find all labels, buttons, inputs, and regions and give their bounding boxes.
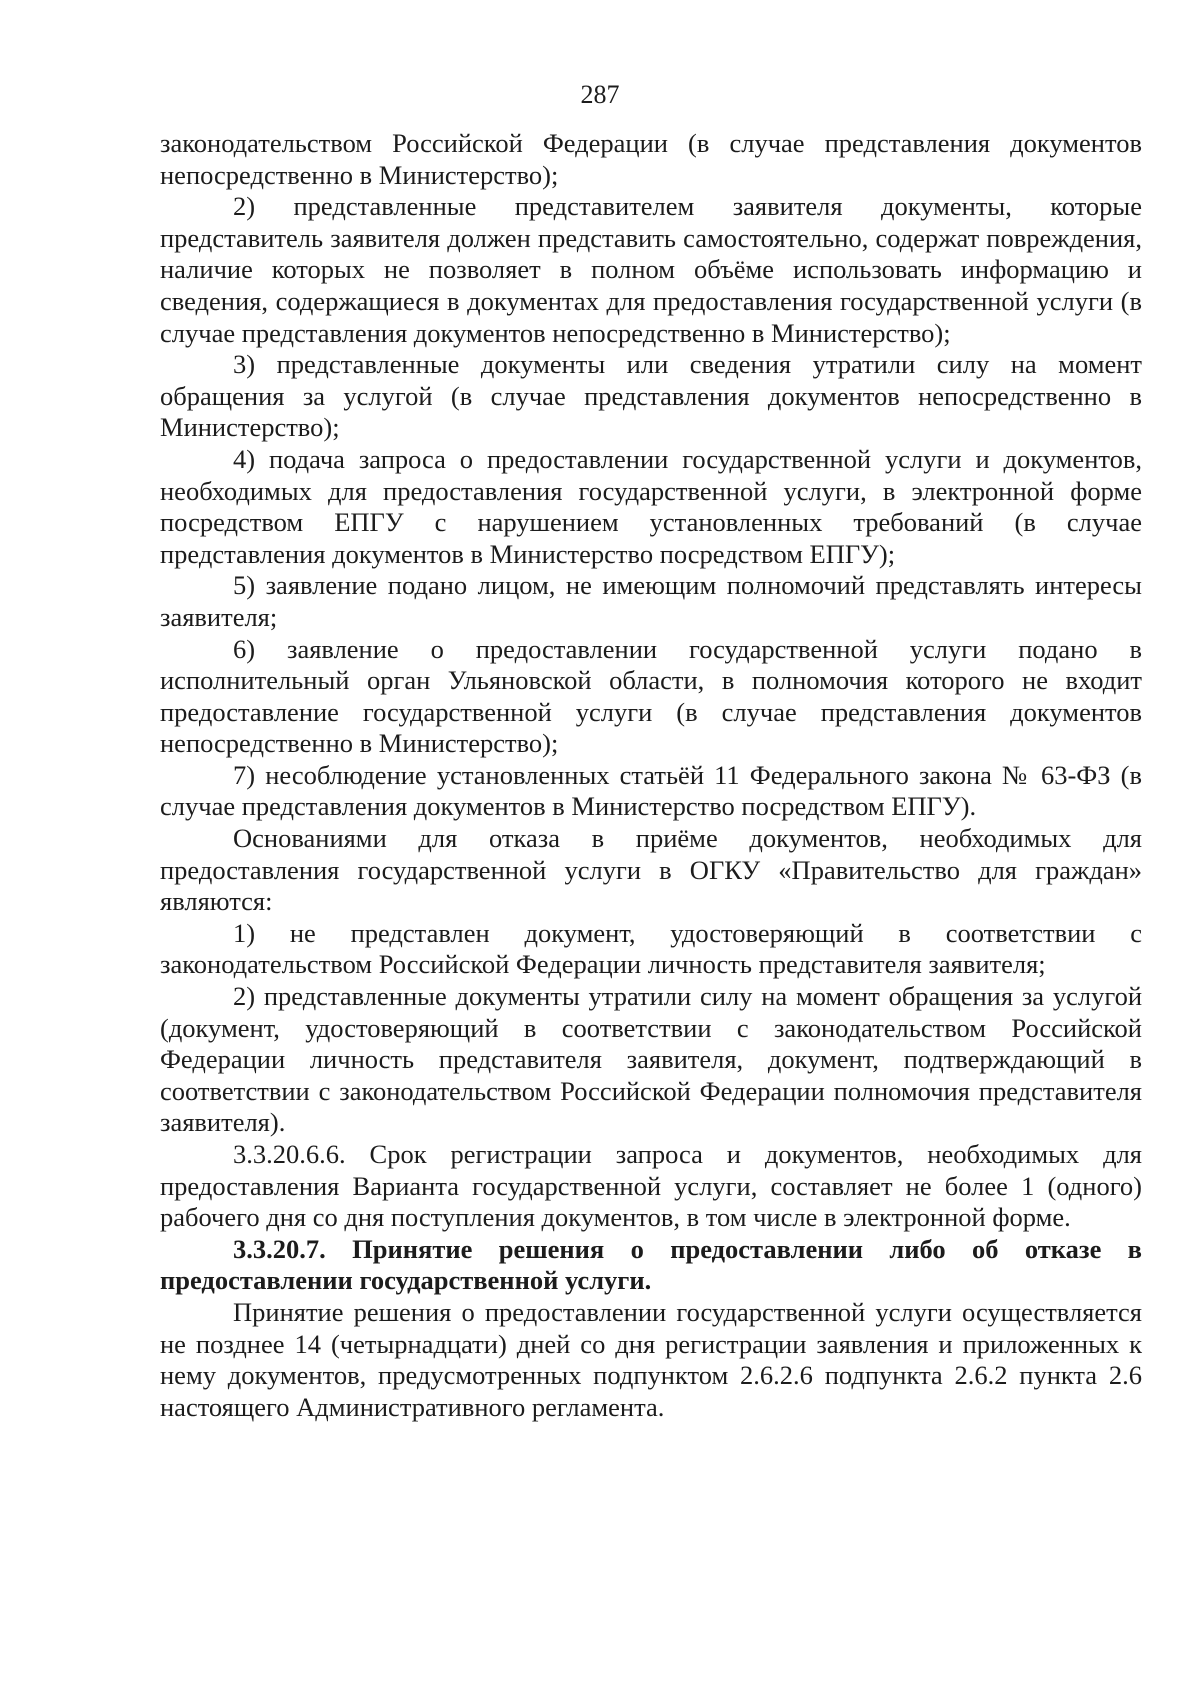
paragraph: 3.3.20.6.6. Срок регистрации запроса и документов, необходимых для предоставления Варианта государственной услуги, составляет не более 1 (одного) рабочего дня со дня поступления документов, в том числе в электронной форме. (160, 1139, 1142, 1233)
document-body (160, 128, 1142, 1423)
paragraph: Принятие решения о предоставлении государственной услуги осуществляется не позднее 14 (четырнадцати) дней со дня регистрации заявления и приложенных к нему документов, предусмотренных подпунктом 2.6.2.6 подпункта 2.6.2 пункта 2.6 настоящего Административного регламента. (160, 1296, 1142, 1422)
section-heading: 3.3.20.7. Принятие решения о предоставлении либо об отказе в предоставлении государственной услуги. (160, 1233, 1142, 1296)
paragraph: 4) подача запроса о предоставлении государственной услуги и документов, необходимых для предоставления государственной услуги, в электронной форме посредством ЕПГУ с нарушением установленных требований (в случае представления документов в Министерство посредством ЕПГУ); (160, 443, 1142, 569)
paragraph: 2) представленные документы утратили силу на момент обращения за услугой (документ, удостоверяющий в соответствии с законодательством Российской Федерации личность представителя заявителя, документ, подтверждающий в соответствии с законодательством Российской Федерации полномочия представителя заявителя). (160, 981, 1142, 1138)
paragraph: 7) несоблюдение установленных статьёй 11 Федерального закона № 63-ФЗ (в случае представления документов в Министерство посредством ЕПГУ). (160, 759, 1142, 822)
paragraph: 2) представленные представителем заявителя документы, которые представитель заявителя должен представить самостоятельно, содержат повреждения, наличие которых не позволяет в полном объёме использовать информацию и сведения, содержащиеся в документах для предоставления государственной услуги (в случае представления документов непосредственно в Министерство); (160, 191, 1142, 348)
page-number: 287 (580, 80, 620, 109)
paragraph: 5) заявление подано лицом, не имеющим полномочий представлять интересы заявителя; (160, 570, 1142, 632)
paragraph: законодательством Российской Федерации (в случае представления документов непосредственно в Министерство); (160, 128, 1142, 190)
paragraph: 1) не представлен документ, удостоверяющий в соответствии с законодательством Российской Федерации личность представителя заявителя; (160, 917, 1142, 980)
paragraph: 3) представленные документы или сведения утратили силу на момент обращения за услугой (в случае представления документов непосредственно в Министерство); (160, 349, 1142, 443)
paragraph: 6) заявление о предоставлении государственной услуги подано в исполнительный орган Ульяновской области, в полномочия которого не входит предоставление государственной услуги (в случае представления документов непосредственно в Министерство); (160, 633, 1142, 759)
paragraph: Основаниями для отказа в приёме документов, необходимых для предоставления государственной услуги в ОГКУ «Правительство для граждан» являются: (160, 823, 1142, 917)
